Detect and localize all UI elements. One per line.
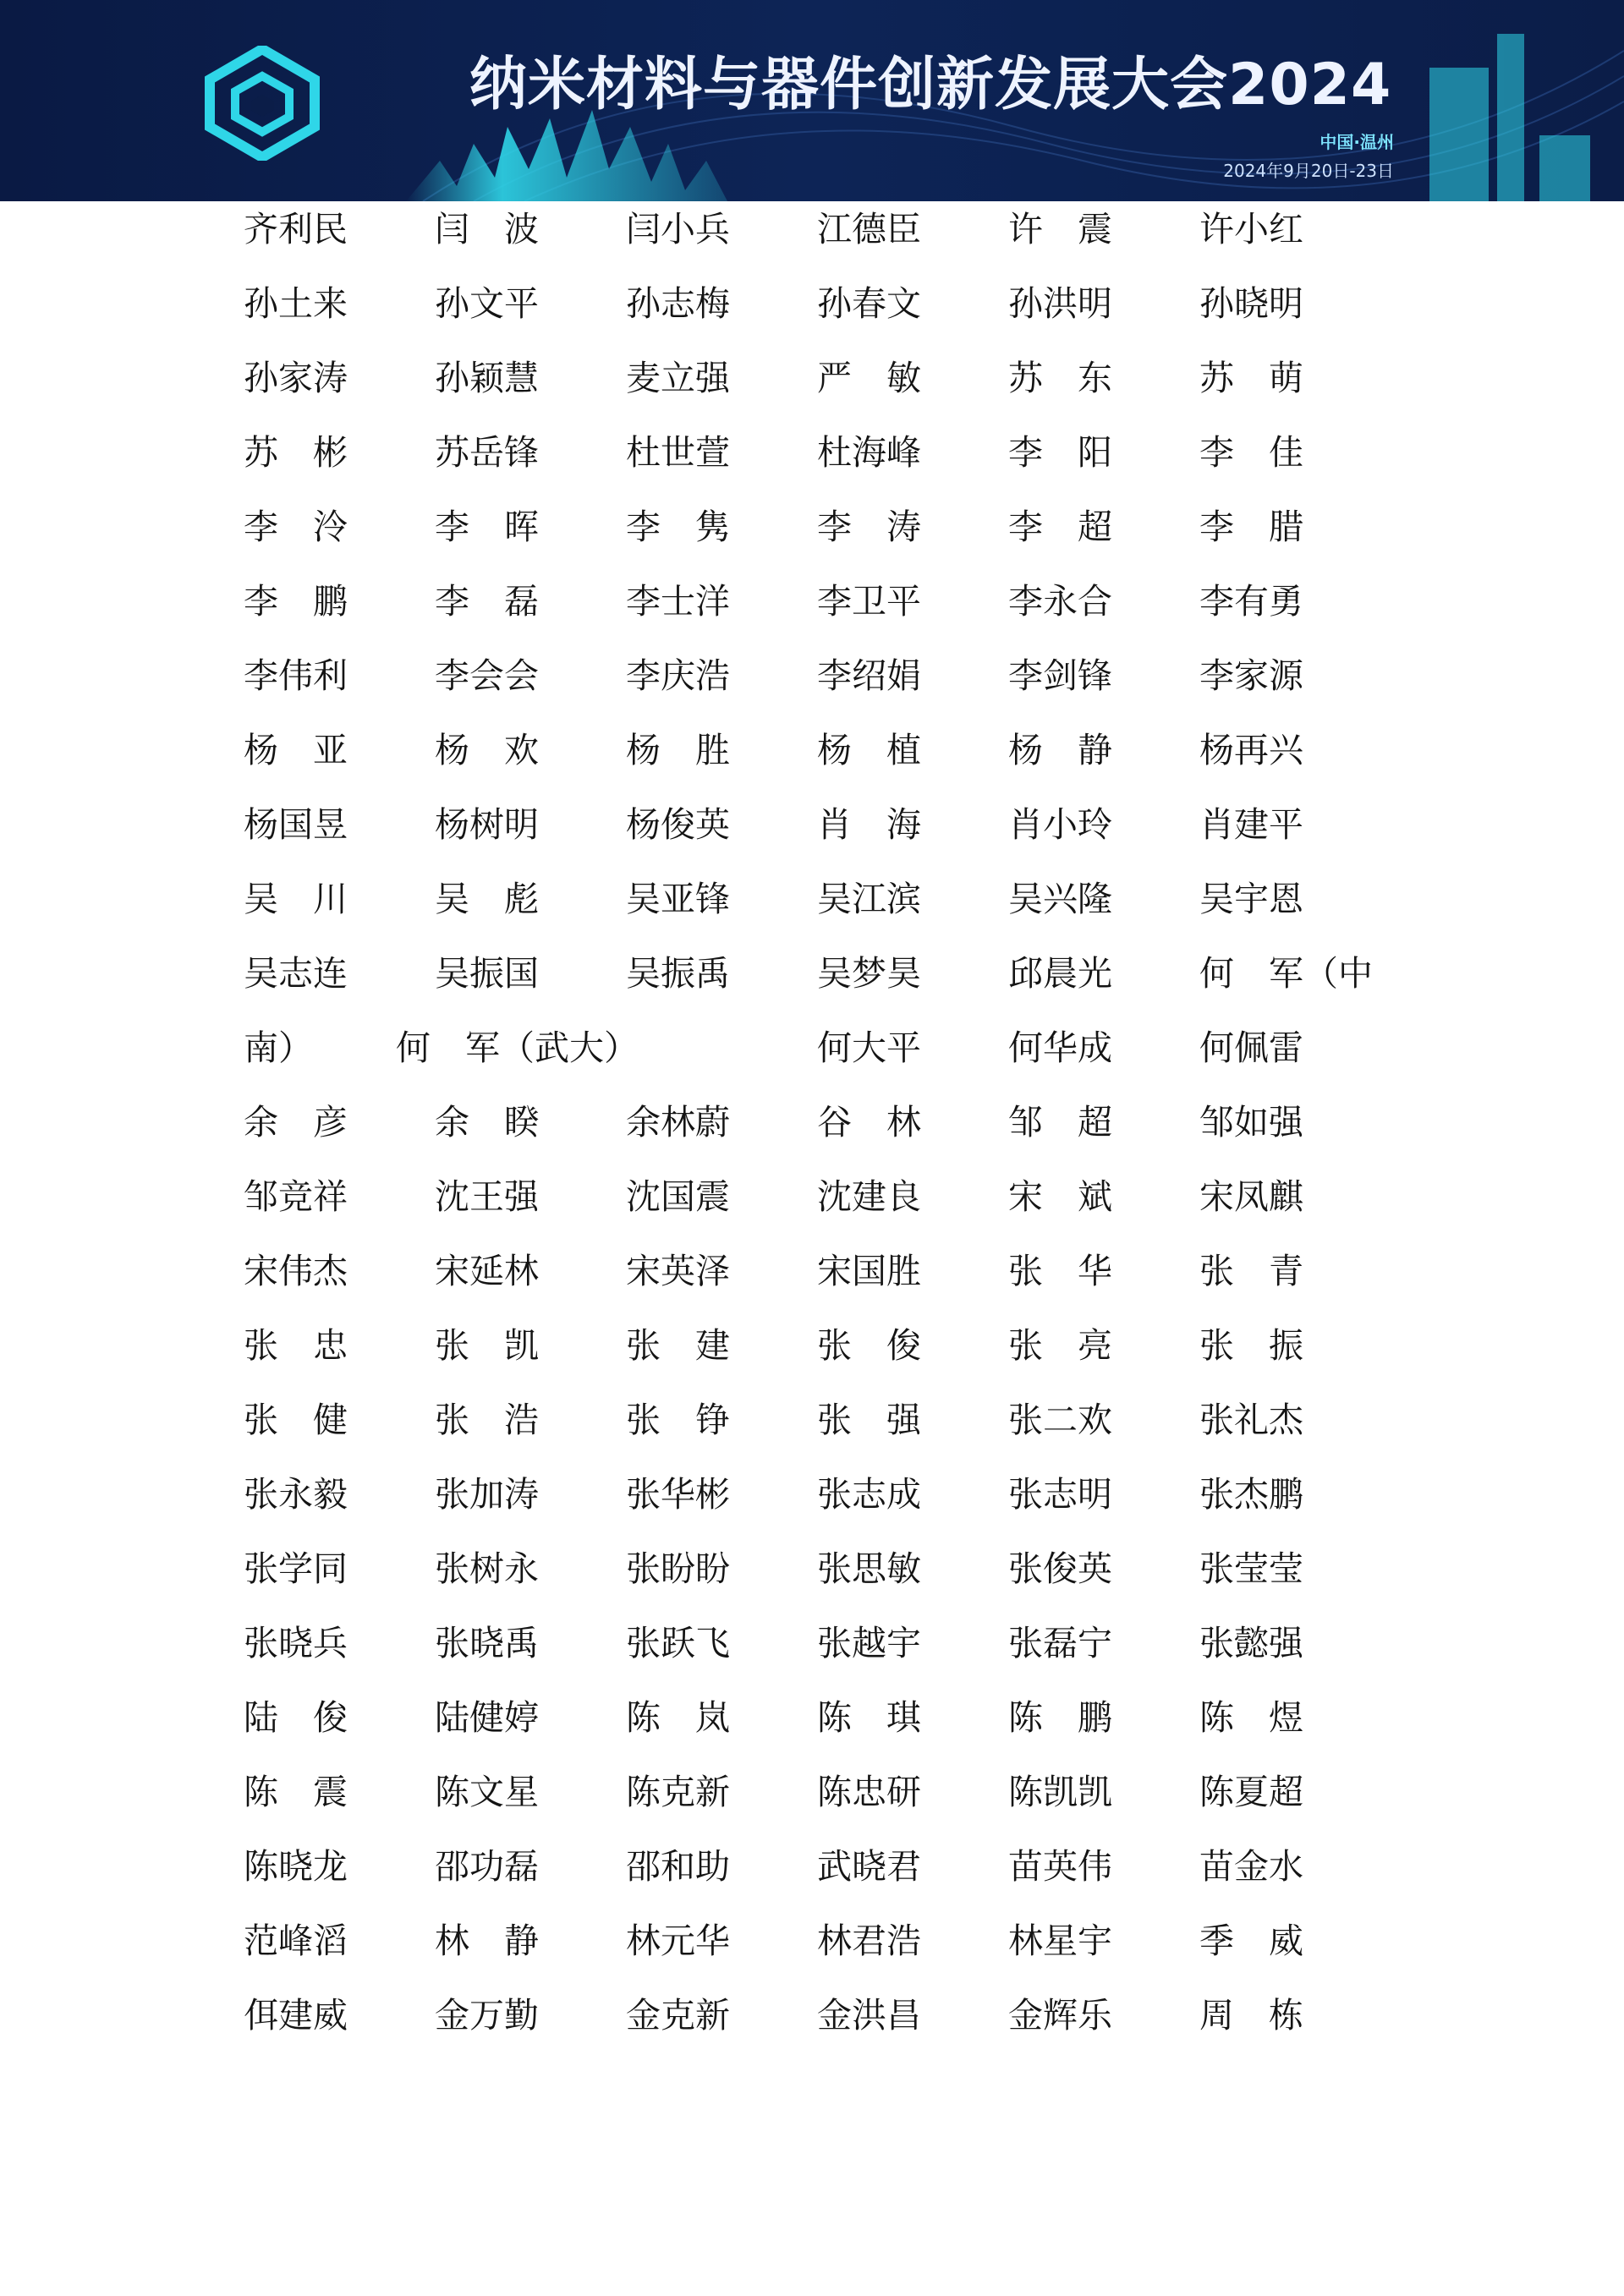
participant-name: 麦立强: [626, 358, 730, 398]
participant-name: 杨 静: [1008, 730, 1112, 770]
participant-name: 李家源: [1199, 655, 1303, 696]
participant-name: 吴振禹: [626, 953, 730, 994]
participant-name: 沈国震: [626, 1176, 730, 1217]
participant-name: 何佩雷: [1199, 1027, 1303, 1068]
name-row: [0, 573, 1624, 629]
participant-name: 林君浩: [817, 1921, 921, 1961]
participant-name: 张加涛: [435, 1474, 539, 1515]
participant-name: 吴梦昊: [817, 953, 921, 994]
participant-name: 张越宇: [817, 1623, 921, 1663]
name-row: [0, 1913, 1624, 1969]
participant-name: 杨 欢: [435, 730, 539, 770]
participant-name: 陈 岚: [626, 1697, 730, 1738]
participant-name: 苏 东: [1008, 358, 1112, 398]
participant-name: 苏 彬: [244, 432, 348, 473]
participant-name: 林元华: [626, 1921, 730, 1961]
participant-name: 孙洪明: [1008, 283, 1112, 324]
participant-name: 肖建平: [1199, 804, 1303, 845]
participant-name: 吴 彪: [435, 879, 539, 919]
participant-name: 杨再兴: [1199, 730, 1303, 770]
participant-name: 邵功磊: [435, 1846, 539, 1887]
name-row: [0, 1466, 1624, 1522]
conference-dates: 2024年9月20日-23日: [1223, 161, 1394, 181]
participant-name: 李 佳: [1199, 432, 1303, 473]
participant-name: 宋凤麒: [1199, 1176, 1303, 1217]
participant-name: 林星宇: [1008, 1921, 1112, 1961]
participant-name: 张礼杰: [1199, 1400, 1303, 1440]
name-row: [0, 1541, 1624, 1597]
name-row: [0, 797, 1624, 852]
participant-name: 杜海峰: [817, 432, 921, 473]
participant-name: 武晓君: [817, 1846, 921, 1887]
participant-name: 周 栋: [1199, 1995, 1303, 2036]
name-row: [0, 945, 1624, 1001]
participant-name: 佴建威: [244, 1995, 348, 2036]
participant-name: 张俊英: [1008, 1548, 1112, 1589]
participant-name: 张磊宁: [1008, 1623, 1112, 1663]
participant-name: 吴振国: [435, 953, 539, 994]
participant-name: 范峰滔: [244, 1921, 348, 1961]
participant-name: 苗英伟: [1008, 1846, 1112, 1887]
participant-name: 吴 川: [244, 879, 348, 919]
participant-name: 邹 超: [1008, 1102, 1112, 1143]
participant-name: 苏 萌: [1199, 358, 1303, 398]
participant-name: 陈文星: [435, 1772, 539, 1812]
participant-name: 余林蔚: [626, 1102, 730, 1143]
participant-name: 何大平: [817, 1027, 921, 1068]
participant-name: 张 铮: [626, 1400, 730, 1440]
participant-name: 杨 亚: [244, 730, 348, 770]
participant-name: 李 晖: [435, 507, 539, 547]
participant-name: 孙文平: [435, 283, 539, 324]
participant-name: 陈 煜: [1199, 1697, 1303, 1738]
participant-name: 陈克新: [626, 1772, 730, 1812]
participant-name: 孙土来: [244, 283, 348, 324]
participant-name: 邹如强: [1199, 1102, 1303, 1143]
participant-name: 张 凯: [435, 1325, 539, 1366]
participant-name: 李 阳: [1008, 432, 1112, 473]
name-row: [0, 722, 1624, 778]
participant-name: 杨俊英: [626, 804, 730, 845]
participant-name: 张 振: [1199, 1325, 1303, 1366]
participant-name: 吴志连: [244, 953, 348, 994]
name-row: [0, 350, 1624, 406]
participant-name: 李 磊: [435, 581, 539, 622]
participant-name: 张跃飞: [626, 1623, 730, 1663]
participant-name: 邹竞祥: [244, 1176, 348, 1217]
participant-name: 余 睽: [435, 1102, 539, 1143]
participant-name: 金万勤: [435, 1995, 539, 2036]
participant-name: 何 军（中: [1199, 953, 1373, 994]
participant-name: 金辉乐: [1008, 1995, 1112, 2036]
participant-name: 李卫平: [817, 581, 921, 622]
participant-name: 季 威: [1199, 1921, 1303, 1961]
participant-name: 李会会: [435, 655, 539, 696]
participant-name: 肖 海: [817, 804, 921, 845]
name-row: [0, 1392, 1624, 1448]
participant-name: 张 强: [817, 1400, 921, 1440]
participant-name: 张盼盼: [626, 1548, 730, 1589]
participant-name: 邱晨光: [1008, 953, 1112, 994]
participant-name: 金洪昌: [817, 1995, 921, 2036]
participant-name: 苏岳锋: [435, 432, 539, 473]
participant-name: 陆健婷: [435, 1697, 539, 1738]
name-row: [0, 1690, 1624, 1745]
participant-name: 何华成: [1008, 1027, 1112, 1068]
participant-name: 李 涛: [817, 507, 921, 547]
participant-name: 林 静: [435, 1921, 539, 1961]
participant-name: 陈 震: [244, 1772, 348, 1812]
participant-name: 张华彬: [626, 1474, 730, 1515]
conference-location: 中国·温州: [1320, 132, 1394, 152]
participant-name: 张永毅: [244, 1474, 348, 1515]
participant-name: 李庆浩: [626, 655, 730, 696]
participant-name: 金克新: [626, 1995, 730, 2036]
participant-name: 张思敏: [817, 1548, 921, 1589]
participant-name: 余 彦: [244, 1102, 348, 1143]
participant-name: 沈王强: [435, 1176, 539, 1217]
name-row: [0, 276, 1624, 332]
participant-name: 张晓禹: [435, 1623, 539, 1663]
participant-name: 南）: [244, 1027, 313, 1068]
participant-name: 张树永: [435, 1548, 539, 1589]
participant-name: 谷 林: [817, 1102, 921, 1143]
participant-name: 孙家涛: [244, 358, 348, 398]
participant-name: 李永合: [1008, 581, 1112, 622]
name-row: [0, 1169, 1624, 1225]
participant-name: 吴亚锋: [626, 879, 730, 919]
participant-name: 陈凯凯: [1008, 1772, 1112, 1812]
participant-name: 李伟利: [244, 655, 348, 696]
participant-name: 杨树明: [435, 804, 539, 845]
name-row: [0, 1243, 1624, 1299]
participant-name: 许 震: [1008, 209, 1112, 249]
participant-name: 孙春文: [817, 283, 921, 324]
participant-name: 宋英泽: [626, 1251, 730, 1291]
participant-name: 何 军（武大）: [396, 1027, 639, 1068]
participant-name: 杨 植: [817, 730, 921, 770]
participant-name: 陈忠研: [817, 1772, 921, 1812]
name-row: [0, 1615, 1624, 1671]
participant-name: 张 建: [626, 1325, 730, 1366]
participant-name: 李绍娟: [817, 655, 921, 696]
participant-name: 杨 胜: [626, 730, 730, 770]
participant-name: 严 敏: [817, 358, 921, 398]
participant-name: 张 浩: [435, 1400, 539, 1440]
participant-name: 张 忠: [244, 1325, 348, 1366]
participant-name: 陆 俊: [244, 1697, 348, 1738]
participant-name: 吴江滨: [817, 879, 921, 919]
participant-name: 张晓兵: [244, 1623, 348, 1663]
participant-name: 张学同: [244, 1548, 348, 1589]
participant-name: 宋国胜: [817, 1251, 921, 1291]
participant-name: 宋延林: [435, 1251, 539, 1291]
participant-name: 张 华: [1008, 1251, 1112, 1291]
participant-name: 苗金水: [1199, 1846, 1303, 1887]
name-row: [0, 1987, 1624, 2043]
name-row: [0, 871, 1624, 927]
participant-name: 张 健: [244, 1400, 348, 1440]
participant-name: 张 亮: [1008, 1325, 1112, 1366]
participant-name: 李 腊: [1199, 507, 1303, 547]
participant-name: 陈 琪: [817, 1697, 921, 1738]
participant-name: 李 超: [1008, 507, 1112, 547]
participant-name: 张莹莹: [1199, 1548, 1303, 1589]
participant-name: 李 隽: [626, 507, 730, 547]
participant-name: 齐利民: [244, 209, 348, 249]
name-row: [0, 648, 1624, 704]
participant-name: 李 泠: [244, 507, 348, 547]
name-row: [0, 425, 1624, 480]
conference-title: 纳米材料与器件创新发展大会2024: [469, 52, 1392, 118]
participant-name: 陈 鹏: [1008, 1697, 1112, 1738]
participant-name: 张懿强: [1199, 1623, 1303, 1663]
participant-name: 李有勇: [1199, 581, 1303, 622]
participant-name: 吴宇恩: [1199, 879, 1303, 919]
participant-name: 宋伟杰: [244, 1251, 348, 1291]
name-row: [0, 201, 1624, 257]
name-row: [0, 1020, 1624, 1076]
name-row: [0, 1094, 1624, 1150]
participant-name: 张 青: [1199, 1251, 1303, 1291]
participant-name: 吴兴隆: [1008, 879, 1112, 919]
participant-name: 张二欢: [1008, 1400, 1112, 1440]
participant-name: 陈夏超: [1199, 1772, 1303, 1812]
participant-name: 张杰鹏: [1199, 1474, 1303, 1515]
participant-name: 孙志梅: [626, 283, 730, 324]
participant-name: 闫小兵: [626, 209, 730, 249]
name-row: [0, 1838, 1624, 1894]
participant-name: 李士洋: [626, 581, 730, 622]
participant-name: 杨国昱: [244, 804, 348, 845]
participant-name: 许小红: [1199, 209, 1303, 249]
participant-name: 李 鹏: [244, 581, 348, 622]
participant-name: 沈建良: [817, 1176, 921, 1217]
participant-name: 孙颖慧: [435, 358, 539, 398]
name-row: [0, 1318, 1624, 1373]
participant-name: 李剑锋: [1008, 655, 1112, 696]
participant-name: 宋 斌: [1008, 1176, 1112, 1217]
participant-name: 邵和助: [626, 1846, 730, 1887]
name-row: [0, 1764, 1624, 1820]
participant-name: 江德臣: [817, 209, 921, 249]
participant-name: 陈晓龙: [244, 1846, 348, 1887]
name-row: [0, 499, 1624, 555]
participant-name: 闫 波: [435, 209, 539, 249]
participant-name: 杜世萱: [626, 432, 730, 473]
participant-name: 张志成: [817, 1474, 921, 1515]
participant-name: 张 俊: [817, 1325, 921, 1366]
participant-name: 张志明: [1008, 1474, 1112, 1515]
participant-name: 肖小玲: [1008, 804, 1112, 845]
participant-name: 孙晓明: [1199, 283, 1303, 324]
